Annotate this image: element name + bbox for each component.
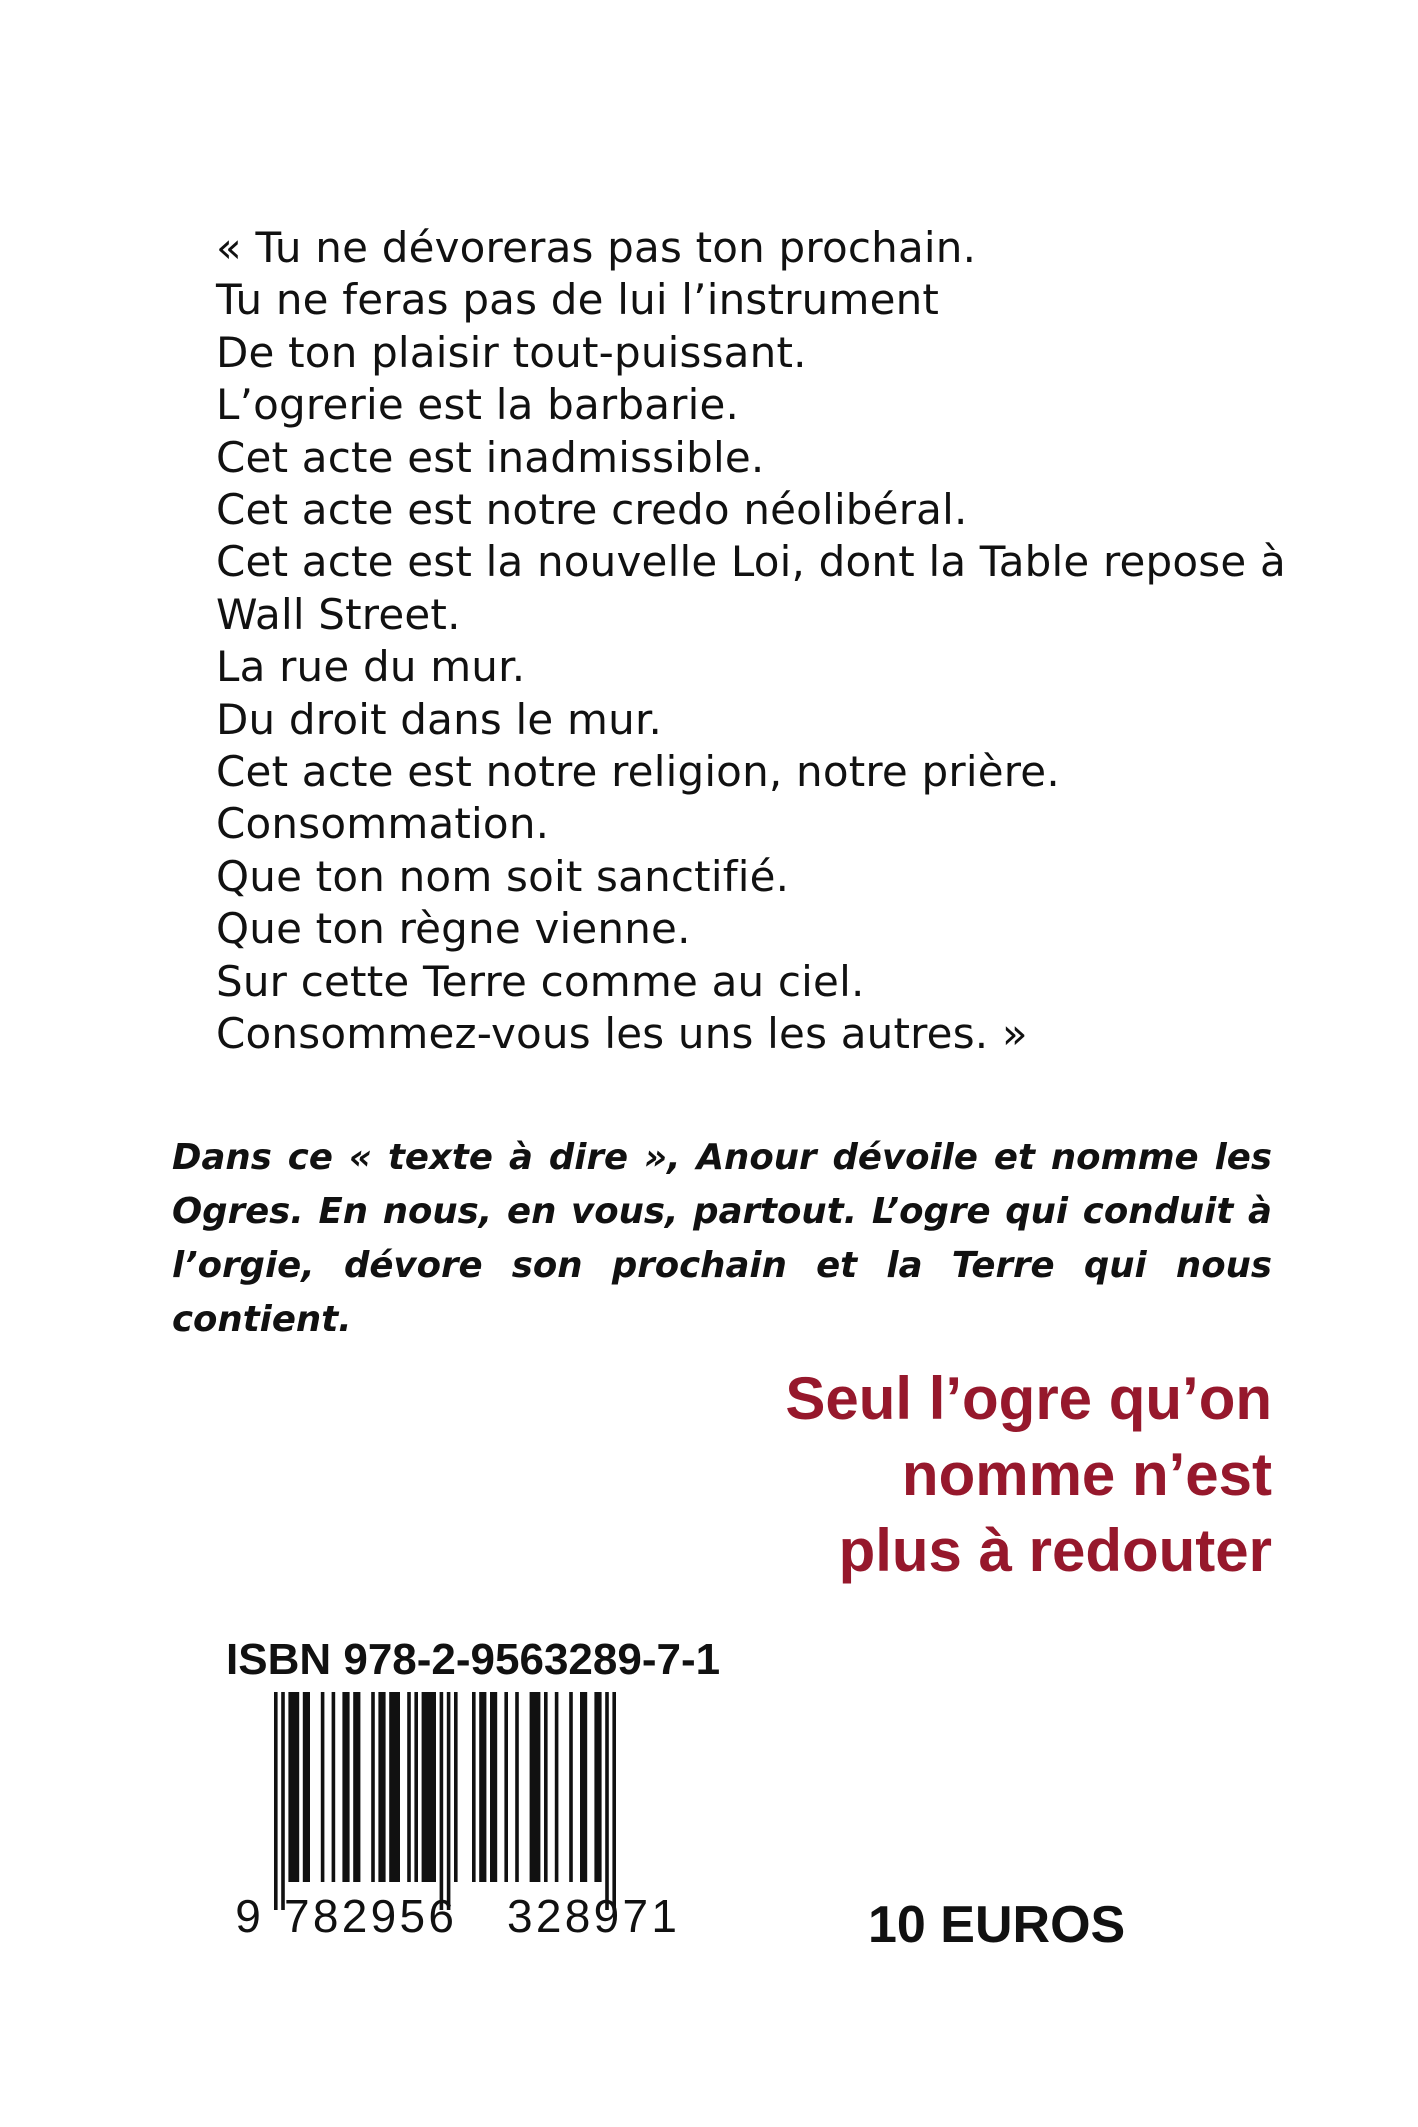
tagline-line: nomme n’est [901, 1441, 1272, 1508]
barcode-guard-bar [612, 1692, 616, 1910]
poem-line: Que ton règne vienne. [216, 904, 691, 954]
barcode-guard-bar [447, 1692, 451, 1910]
barcode-bars [274, 1692, 616, 1910]
poem-line: Tu ne feras pas de lui l’instrument [216, 275, 940, 325]
barcode-guard-bar [440, 1692, 444, 1910]
barcode-bar [515, 1692, 519, 1882]
isbn-label: ISBN 978-2-9563289-7-1 [226, 1635, 721, 1684]
tagline-line: Seul l’ogre qu’on [785, 1365, 1272, 1432]
barcode-bar [504, 1692, 508, 1882]
poem [216, 222, 1296, 1061]
barcode-bar [321, 1692, 325, 1882]
barcode-bar [389, 1692, 400, 1882]
barcode-bar [555, 1692, 559, 1882]
barcode-bar [371, 1692, 375, 1882]
poem-line: Sur cette Terre comme au ciel. [216, 956, 865, 1006]
poem-line: Cet acte est inadmissible. [216, 432, 765, 482]
poem-line: Consommation. [216, 799, 550, 849]
barcode-bar [332, 1692, 336, 1882]
barcode-bar [342, 1692, 349, 1882]
barcode-bar [479, 1692, 486, 1882]
poem-line: Que ton nom soit sanctifié. [216, 851, 790, 901]
barcode-bar [422, 1692, 436, 1882]
tagline-line: plus à redouter [838, 1517, 1272, 1584]
barcode-bar [303, 1692, 310, 1882]
barcode-guard-bar [274, 1692, 278, 1910]
poem-line: « Tu ne dévoreras pas ton prochain. [216, 223, 977, 272]
barcode-bar [569, 1692, 573, 1882]
barcode-bar [594, 1692, 601, 1882]
barcode-digits-right: 328971 [507, 1890, 677, 1940]
poem-line: L’ogrerie est la barbarie. [216, 380, 740, 430]
barcode-bar [580, 1692, 587, 1882]
blurb-text: Dans ce « texte à dire », Anour dévoile et nomme les Ogres. En nous, en vous, partout. L’ogre qui conduit à l’orgie, dévore son prochain et la Terre qui nous contient. [172, 1137, 1272, 1340]
barcode [226, 1692, 746, 1940]
barcode-bar [544, 1692, 548, 1882]
barcode-guard-bar [605, 1692, 609, 1910]
barcode-bar [454, 1692, 458, 1882]
barcode-bar [414, 1692, 418, 1882]
poem-line: Cet acte est la nouvelle Loi, dont la Table repose à [216, 537, 1286, 587]
barcode-bar [378, 1692, 385, 1882]
barcode-guard-bar [281, 1692, 285, 1910]
poem-line: Cet acte est notre credo néolibéral. [216, 485, 968, 535]
barcode-bar [490, 1692, 497, 1882]
poem-line: Wall Street. [216, 589, 461, 639]
barcode-graphic [226, 1692, 746, 1940]
poem-line: La rue du mur. [216, 642, 526, 692]
barcode-digit-first: 9 [235, 1890, 261, 1940]
poem-line: Du droit dans le mur. [216, 694, 663, 744]
poem-line: De ton plaisir tout-puissant. [216, 327, 807, 377]
tagline [572, 1361, 1272, 1589]
barcode-bar [530, 1692, 541, 1882]
barcode-bar [288, 1692, 299, 1882]
poem-line: Cet acte est notre religion, notre prière. [216, 747, 1060, 797]
barcode-bar [472, 1692, 476, 1882]
price-label: 10 EUROS [868, 1896, 1126, 1954]
poem-line: Consommez-vous les uns les autres. » [216, 1009, 1028, 1059]
barcode-digits-left: 782956 [284, 1890, 454, 1940]
barcode-bar [353, 1692, 360, 1882]
barcode-bar [407, 1692, 411, 1882]
